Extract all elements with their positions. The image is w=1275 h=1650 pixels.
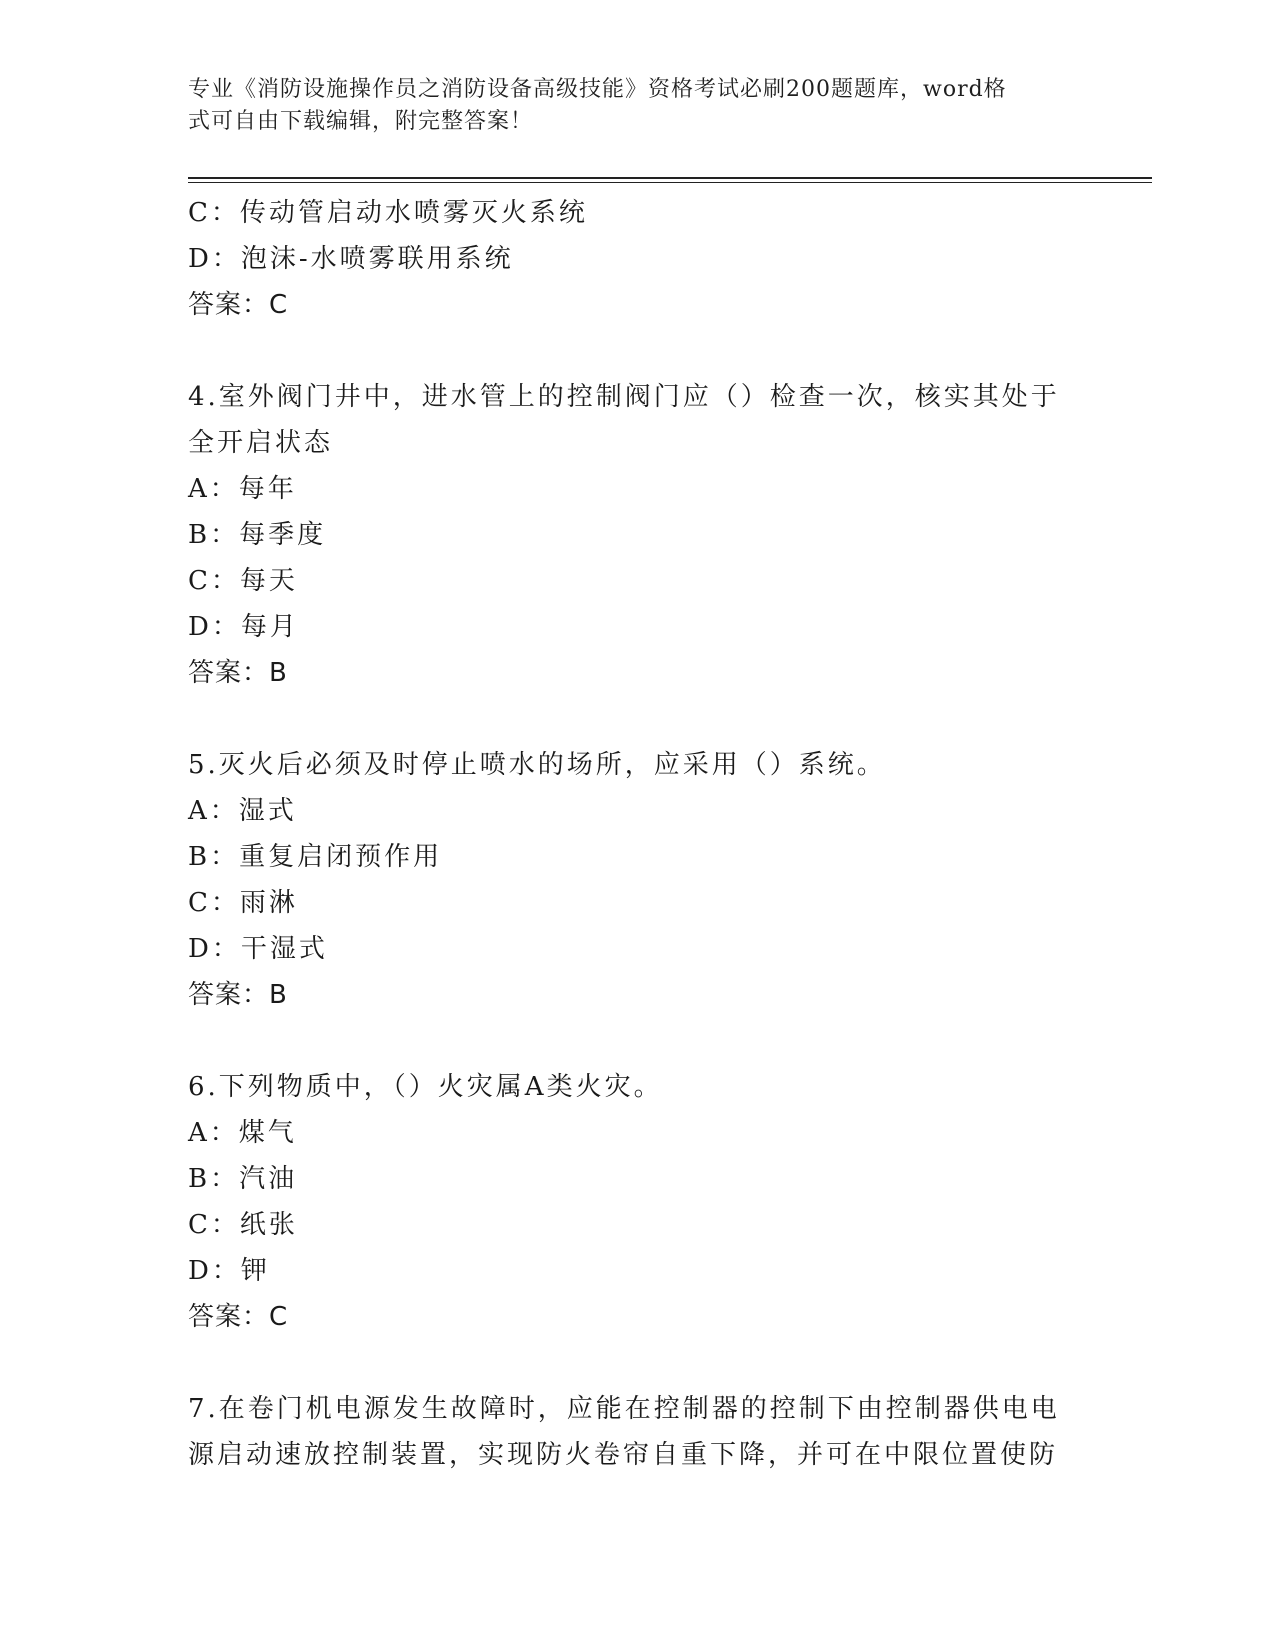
question-text: [188, 1064, 1068, 1110]
question-text-line: 4.室外阀门井中，进水管上的控制阀门应（）检查一次，核实其处于: [188, 382, 1060, 412]
header-line-1: 专业《消防设施操作员之消防设备高级技能》资格考试必刷200题题库，word格: [188, 77, 1007, 102]
spacer: [188, 1018, 1068, 1064]
question-text: [188, 374, 1068, 466]
answer-line: 答案：B: [188, 980, 288, 1010]
question-content: [188, 190, 1068, 1478]
question-7: [188, 1386, 1068, 1478]
header-line-2: 式可自由下载编辑，附完整答案！: [188, 109, 534, 134]
spacer: [188, 1340, 1068, 1386]
question-6: [188, 1064, 1068, 1340]
question-text-line: 5.灭火后必须及时停止喷水的场所，应采用（）系统。: [188, 750, 886, 780]
question-text-line: 6.下列物质中，（）火灾属A类火灾。: [188, 1072, 663, 1102]
question-4: [188, 374, 1068, 696]
option-b: B：每季度: [188, 520, 327, 550]
question-text-line: 源启动速放控制装置，实现防火卷帘自重下降，并可在中限位置使防: [188, 1440, 1059, 1470]
option-c: C：每天: [188, 566, 298, 596]
option-d: D：钾: [188, 1256, 270, 1286]
option-d: D：泡沫-水喷雾联用系统: [188, 244, 514, 274]
question-3-continuation: [188, 190, 1068, 328]
question-text: [188, 742, 1068, 788]
option-a: A：煤气: [188, 1118, 297, 1148]
option-d: D：干湿式: [188, 934, 328, 964]
question-5: [188, 742, 1068, 1018]
header-rule-thick: [188, 177, 1152, 179]
option-c: C：传动管启动水喷雾灭火系统: [188, 198, 588, 228]
answer-line: 答案：C: [188, 1302, 289, 1332]
question-text: [188, 1386, 1068, 1478]
question-text-line: 全开启状态: [188, 428, 334, 458]
page-header: [188, 74, 1068, 138]
answer-line: 答案：B: [188, 658, 288, 688]
option-a: A：湿式: [188, 796, 297, 826]
option-b: B：重复启闭预作用: [188, 842, 443, 872]
answer-line: 答案：C: [188, 290, 289, 320]
spacer: [188, 328, 1068, 374]
option-b: B：汽油: [188, 1164, 298, 1194]
option-c: C：纸张: [188, 1210, 298, 1240]
question-text-line: 7.在卷门机电源发生故障时，应能在控制器的控制下由控制器供电电: [188, 1394, 1060, 1424]
spacer: [188, 696, 1068, 742]
header-rule-thin: [188, 182, 1152, 183]
option-c: C：雨淋: [188, 888, 298, 918]
option-a: A：每年: [188, 474, 297, 504]
option-d: D：每月: [188, 612, 299, 642]
